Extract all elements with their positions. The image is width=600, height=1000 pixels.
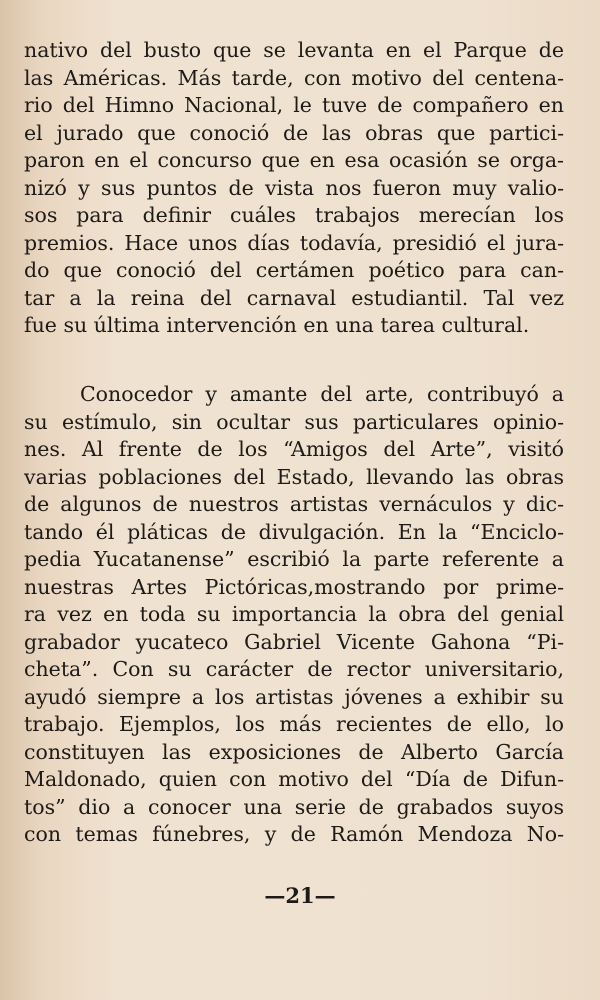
text-line: su estímulo, sin ocultar sus particulares opinio- xyxy=(24,409,564,434)
text-line: nuestras Artes Pictóricas,mostrando por prime- xyxy=(24,574,564,599)
text-line: de algunos de nuestros artistas vernáculos y dic- xyxy=(24,492,564,516)
text-line: rio del Himno Nacional, le tuve de compañero en xyxy=(24,93,564,117)
text-line: grabador yucateco Gabriel Vicente Gahona “Pi- xyxy=(24,629,564,654)
text-line: nizó y sus puntos de vista nos fueron muy valio- xyxy=(24,175,564,200)
page-number: —21— xyxy=(264,883,336,908)
text-line: el jurado que conoció de las obras que partici- xyxy=(24,120,564,145)
text-line: varias poblaciones del Estado, llevando las obras xyxy=(24,464,564,489)
text-line: nes. Al frente de los “Amigos del Arte”, visitó xyxy=(24,437,564,461)
text-line: premios. Hace unos días todavía, presidió el jura- xyxy=(24,230,564,255)
text-line: tos” dio a conocer una serie de grabados suyos xyxy=(24,794,564,819)
text-line: ayudó siempre a los artistas jóvenes a exhibir su xyxy=(24,684,564,709)
text-line: fue su última intervención en una tarea cultural. xyxy=(24,313,530,337)
text-line: Conocedor y amante del arte, contribuyó a xyxy=(80,382,564,406)
text-line: con temas fúnebres, y de Ramón Mendoza No- xyxy=(24,822,564,846)
text-line: las Américas. Más tarde, con motivo del centena- xyxy=(24,65,564,90)
text-line: constituyen las exposiciones de Alberto García xyxy=(24,739,564,764)
text-line: pedia Yucatanense” escribió la parte referente a xyxy=(24,547,564,571)
paragraph-1 xyxy=(24,37,564,340)
text-line: ra vez en toda su importancia la obra del genial xyxy=(24,602,564,626)
text-line: sos para definir cuáles trabajos merecían los xyxy=(24,203,564,227)
text-line: tar a la reina del carnaval estudiantil. Tal vez xyxy=(24,285,564,310)
text-line: tando él pláticas de divulgación. En la “Enciclo- xyxy=(24,519,564,544)
text-line: Maldonado, quien con motivo del “Día de Difun- xyxy=(24,767,564,791)
text-line: do que conoció del certámen poético para can- xyxy=(24,258,564,282)
text-line: nativo del busto que se levanta en el Parque de xyxy=(24,38,564,62)
text-line: cheta”. Con su carácter de rector universitario, xyxy=(24,657,564,681)
text-line: trabajo. Ejemplos, los más recientes de ello, lo xyxy=(24,712,564,736)
text-line: paron en el concurso que en esa ocasión se orga- xyxy=(24,148,564,172)
paragraph-2 xyxy=(24,381,564,849)
